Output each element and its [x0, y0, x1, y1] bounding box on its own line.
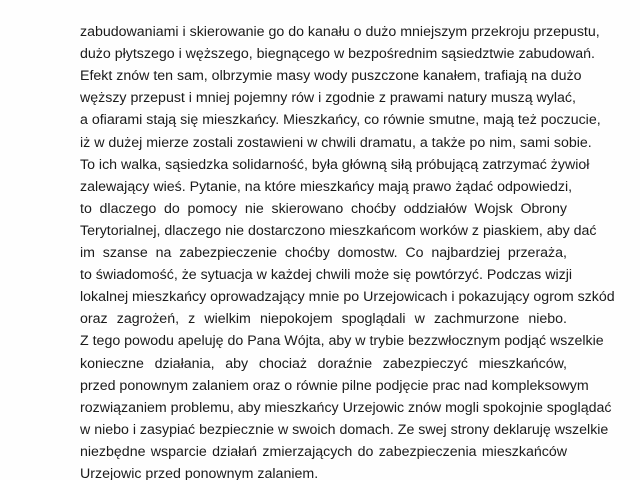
text-line: zalewający wieś. Pytanie, na które mieszkańcy mają prawo żądać odpowiedzi, — [80, 178, 573, 195]
text-line: rozwiązaniem problemu, aby mieszkańcy Urzejowic znów mogli spokojnie spoglądać — [80, 399, 612, 416]
text-line: iż w dużej mierze zostali zostawieni w chwili dramatu, a także po nim, sami sobie. — [80, 134, 592, 151]
text-line: oraz zagrożeń, z wielkim niepokojem spoglądali w zachmurzone niebo. — [80, 311, 567, 328]
text-line: Terytorialnej, dlaczego nie dostarczono mieszkańcom worków z piaskiem, aby dać — [80, 222, 597, 239]
text-line: Z tego powodu apeluję do Pana Wójta, aby w trybie bezzwłocznym podjąć wszelkie — [80, 333, 604, 350]
text-line: niezbędne wsparcie działań zmierzających do zabezpieczenia mieszkańców — [80, 443, 567, 460]
text-line: w niebo i zasypiać bezpiecznie w swoich domach. Ze swej strony deklaruję wszelkie — [80, 421, 609, 438]
text-line: im szanse na zabezpieczenie choćby domostw. Co najbardziej przeraża, — [80, 245, 567, 261]
text-line: Efekt znów ten sam, olbrzymie masy wody puszczone kanałem, trafiają na dużo — [80, 68, 582, 85]
cropped-top-line — [80, 0, 567, 6]
text-line: przed ponownym zalaniem oraz o równie pilne podjęcie prac nad kompleksowym — [80, 377, 589, 394]
text-line: lokalnej mieszkańcy oprowadzający mnie po Urzejowicach i pokazujący ogrom szkód — [80, 289, 615, 306]
text-line: węższy przepust i mniej pojemny rów i zgodnie z prawami natury muszą wylać, — [80, 90, 576, 107]
text-line: a ofiarami stają się mieszkańcy. Mieszkańcy, co równie smutne, mają też poczucie, — [80, 112, 601, 129]
text-line: konieczne działania, aby chociaż doraźnie zabezpieczyć mieszkańców, — [80, 355, 567, 372]
text-line: zabudowaniami i skierowanie go do kanału o dużo mniejszym przekroju przepustu, — [80, 24, 600, 40]
text-line: to dlaczego do pomocy nie skierowano choćby oddziałów Wojsk Obrony — [80, 200, 567, 217]
text-line: to świadomość, że sytuacja w każdej chwili może się powtórzyć. Podczas wizji — [80, 267, 573, 284]
text-line: dużo płytszego i węższego, biegnącego w bezpośrednim sąsiedztwie zabudowań. — [80, 46, 595, 63]
text-line: To ich walka, sąsiedzka solidarność, była główną siłą próbującą zatrzymać żywioł — [80, 156, 590, 173]
text-line: Urzejowic przed ponownym zalaniem. — [80, 466, 319, 480]
